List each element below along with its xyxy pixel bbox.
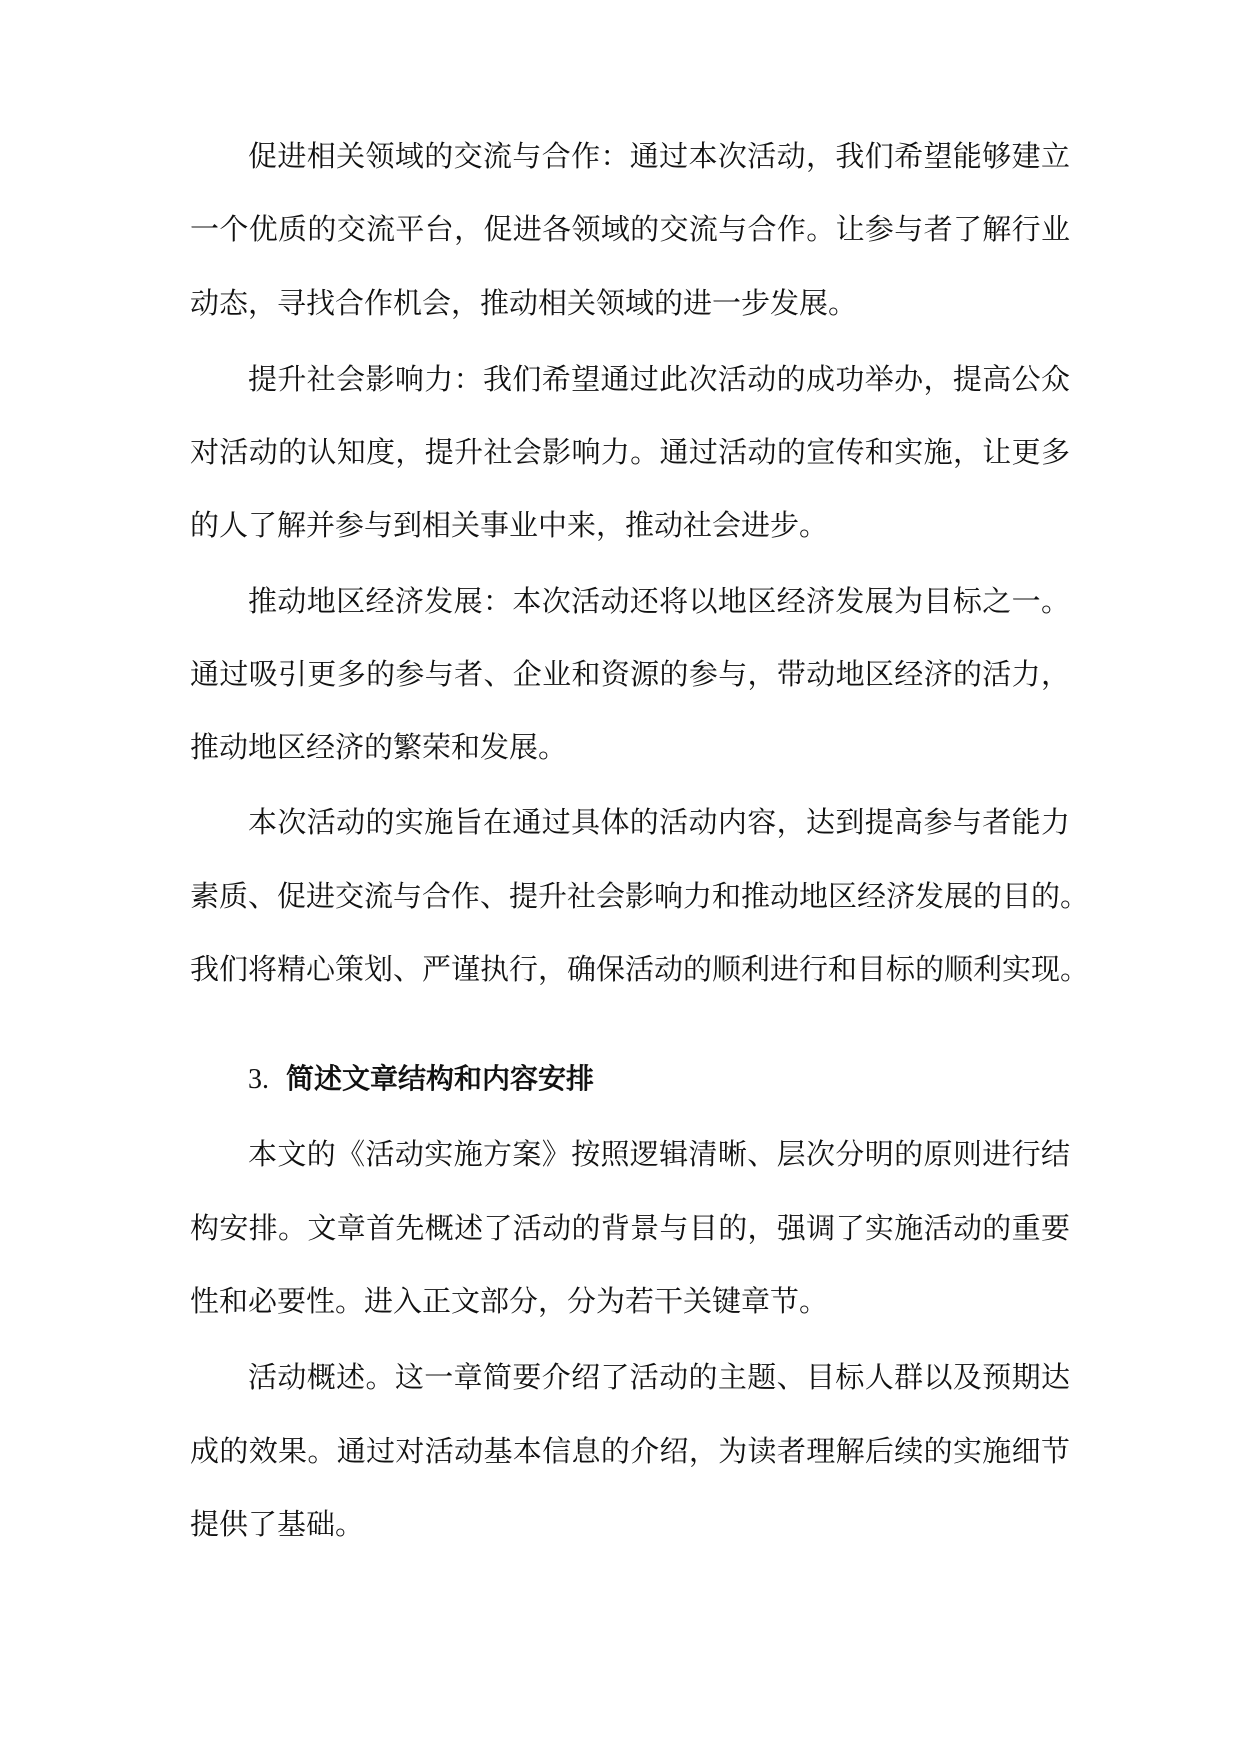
paragraph-3-line-2: 通过吸引更多的参与者、企业和资源的参与，带动地区经济的活力， <box>190 657 1070 691</box>
paragraph-5-line-3: 性和必要性。进入正文部分，分为若干关键章节。 <box>190 1284 829 1318</box>
section-title: 简述文章结构和内容安排 <box>286 1062 595 1095</box>
paragraph-6-line-2: 成的效果。通过对活动基本信息的介绍，为读者理解后续的实施细节 <box>190 1434 1070 1468</box>
paragraph-6-line-3: 提供了基础。 <box>190 1507 365 1541</box>
paragraph-1-line-2: 一个优质的交流平台，促进各领域的交流与合作。让参与者了解行业 <box>190 212 1070 246</box>
paragraph-5-line-2: 构安排。文章首先概述了活动的背景与目的，强调了实施活动的重要 <box>190 1211 1070 1245</box>
paragraph-1-line-1: 促进相关领域的交流与合作：通过本次活动，我们希望能够建立 <box>248 139 1070 173</box>
paragraph-4-line-2: 素质、促进交流与合作、提升社会影响力和推动地区经济发展的目的。 <box>190 879 1090 913</box>
paragraph-4-line-1: 本次活动的实施旨在通过具体的活动内容，达到提高参与者能力 <box>248 805 1070 839</box>
paragraph-4-line-3: 我们将精心策划、严谨执行，确保活动的顺利进行和目标的顺利实现。 <box>190 952 1090 986</box>
paragraph-1-line-3: 动态，寻找合作机会，推动相关领域的进一步发展。 <box>190 286 858 320</box>
paragraph-5-line-1: 本文的《活动实施方案》按照逻辑清晰、层次分明的原则进行结 <box>248 1137 1070 1171</box>
paragraph-6-line-1: 活动概述。这一章简要介绍了活动的主题、目标人群以及预期达 <box>248 1360 1070 1394</box>
paragraph-2-line-1: 提升社会影响力：我们希望通过此次活动的成功举办，提高公众 <box>248 362 1070 396</box>
section-heading <box>248 1057 594 1101</box>
paragraph-2-line-3: 的人了解并参与到相关事业中来，推动社会进步。 <box>190 508 829 542</box>
section-number: 3. <box>248 1064 269 1095</box>
paragraph-3-line-3: 推动地区经济的繁荣和发展。 <box>190 730 568 764</box>
paragraph-3-line-1: 推动地区经济发展：本次活动还将以地区经济发展为目标之一。 <box>248 584 1070 618</box>
paragraph-2-line-2: 对活动的认知度，提升社会影响力。通过活动的宣传和实施，让更多 <box>190 435 1070 469</box>
